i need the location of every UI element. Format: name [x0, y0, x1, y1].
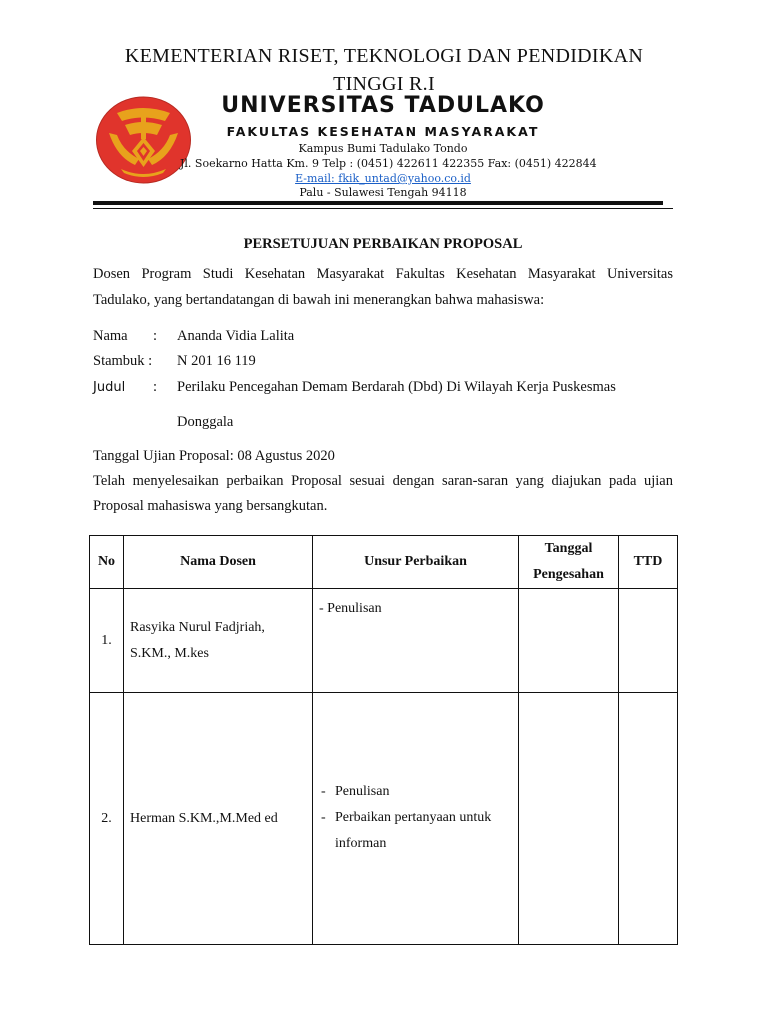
intro-line-2: Tadulako, yang bertandatangan di bawah ini menerangkan bahwa mahasiswa:	[93, 292, 545, 308]
revision-items	[313, 589, 519, 693]
revision-list	[319, 779, 512, 857]
revision-item: - Perbaikan pertanyaan untuk	[319, 805, 512, 831]
judul-value-line-2: Donggala	[177, 414, 234, 430]
exam-date: Tanggal Ujian Proposal: 08 Agustus 2020	[93, 448, 335, 464]
university-emblem-icon	[95, 95, 192, 185]
header-nama-dosen: Nama Dosen	[124, 536, 313, 589]
email-line	[180, 171, 586, 186]
document-title: PERSETUJUAN PERBAIKAN PROPOSAL	[243, 236, 523, 252]
closing-line-1: Telah menyelesaikan perbaikan Proposal sesuai dengan saran-saran yang diajukan pada ujian	[93, 473, 673, 489]
header-divider-thick	[93, 201, 663, 205]
email-link[interactable]: E-mail: fkik_untad@yahoo.co.id	[295, 172, 471, 185]
row-number: 2.	[90, 693, 124, 945]
judul-label: Judul	[93, 380, 126, 395]
stambuk-label: Stambuk :	[93, 353, 153, 369]
header-divider-thin	[93, 208, 673, 209]
approval-date-cell	[519, 693, 619, 945]
campus-line: Kampus Bumi Tadulako Tondo	[298, 142, 468, 155]
signature-cell	[619, 589, 678, 693]
ministry-line-1: KEMENTERIAN RISET, TEKNOLOGI DAN PENDIDIKAN	[124, 45, 644, 67]
faculty-name: FAKULTAS KESEHATAN MASYARAKAT	[226, 124, 540, 139]
ministry-line-2: TINGGI R.I	[333, 73, 435, 95]
city-line: Palu - Sulawesi Tengah 94118	[299, 186, 467, 199]
ministry-header	[60, 42, 708, 98]
table-row	[90, 589, 678, 693]
revision-item: - Penulisan	[319, 601, 382, 616]
lecturer-name-line-1: Rasyika Nurul Fadjriah,	[130, 619, 265, 635]
lecturer-name-line-2: S.KM., M.kes	[130, 645, 209, 661]
closing-line-2: Proposal mahasiswa yang bersangkutan.	[93, 498, 328, 514]
table-row	[90, 693, 678, 945]
lecturer-name	[124, 589, 313, 693]
revision-item: - Penulisan	[319, 779, 512, 805]
judul-value-line-1: Perilaku Pencegahan Demam Berdarah (Dbd) Di Wilayah Kerja Puskesmas	[177, 379, 616, 395]
header-ttd: TTD	[619, 536, 678, 589]
header-tanggal-pengesahan	[519, 536, 619, 589]
address-line: Jl. Soekarno Hatta Km. 9 Telp : (0451) 422611 422355 Fax: (0451) 422844	[180, 157, 597, 170]
signature-cell	[619, 693, 678, 945]
table-header-row	[90, 536, 678, 589]
row-number: 1.	[90, 589, 124, 693]
nama-value: Ananda Vidia Lalita	[177, 328, 295, 344]
approval-table	[89, 535, 678, 945]
header-unsur-perbaikan: Unsur Perbaikan	[313, 536, 519, 589]
judul-colon: :	[153, 379, 158, 395]
header-tanggal-line-1: Tanggal	[544, 541, 593, 556]
nama-colon: :	[153, 328, 158, 344]
header-no: No	[90, 536, 124, 589]
revision-item-continuation: informan	[335, 835, 387, 851]
lecturer-name: Herman S.KM.,M.Med ed	[124, 693, 313, 945]
intro-line-1: Dosen Program Studi Kesehatan Masyarakat Fakultas Kesehatan Masyarakat Universitas	[93, 266, 673, 282]
university-name: UNIVERSITAS TADULAKO	[221, 93, 545, 118]
nama-label: Nama	[93, 328, 128, 344]
approval-date-cell	[519, 589, 619, 693]
revision-items	[313, 693, 519, 945]
stambuk-value: N 201 16 119	[177, 353, 256, 369]
header-tanggal-line-2: Pengesahan	[533, 567, 604, 582]
